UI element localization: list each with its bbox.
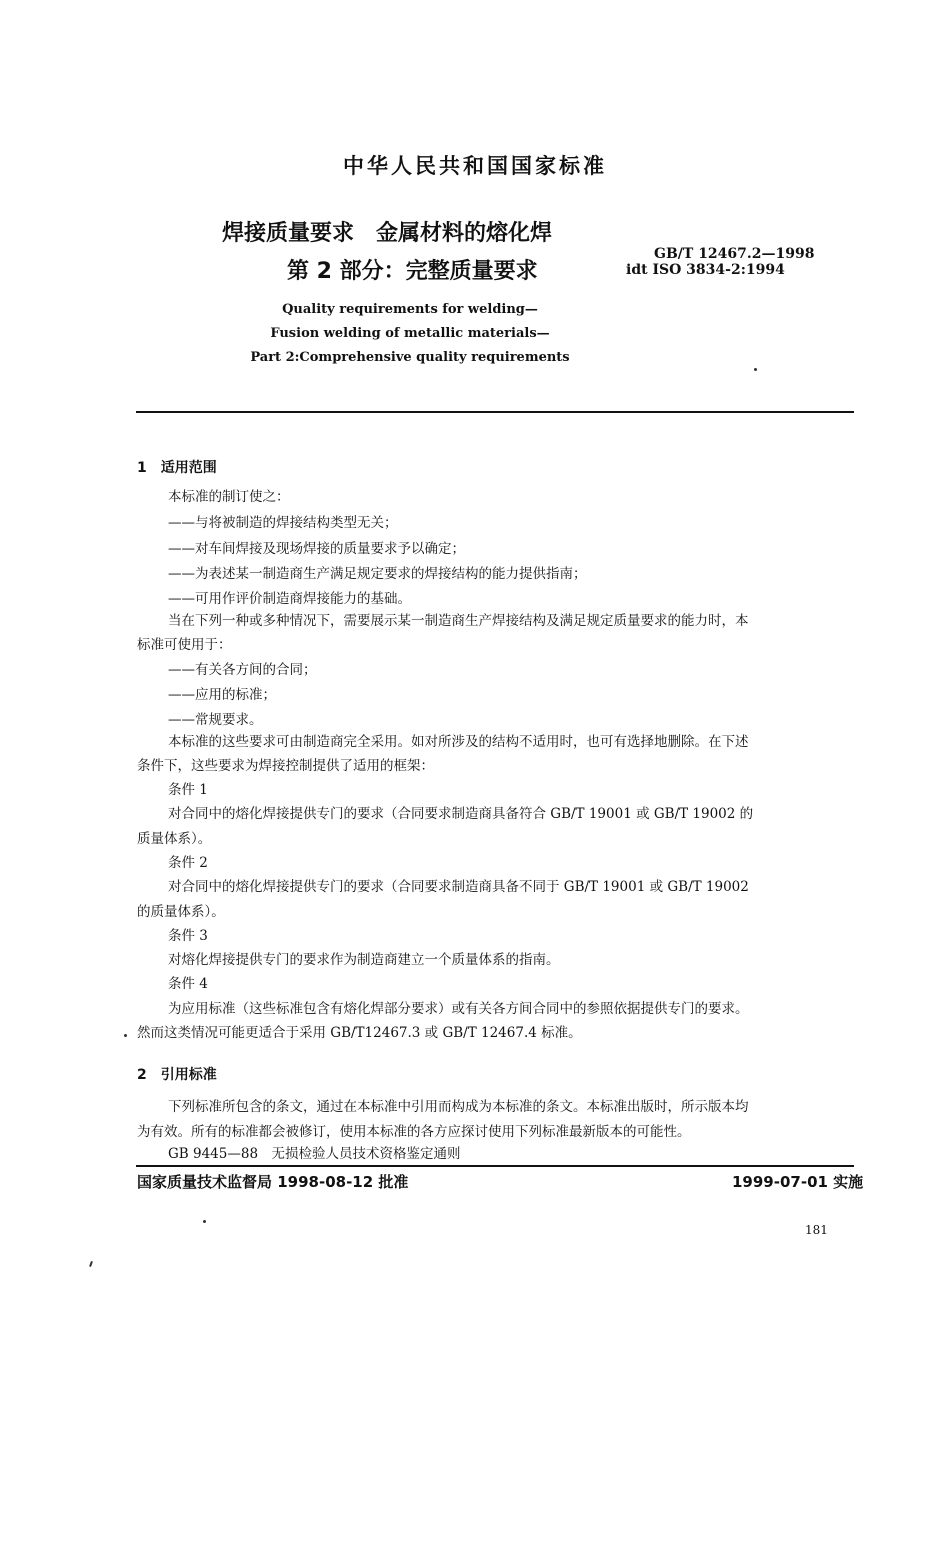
list-item: ——对车间焊接及现场焊接的质量要求予以确定； xyxy=(168,541,465,557)
list-item: ——为表述某一制造商生产满足规定要求的焊接结构的能力提供指南； xyxy=(168,566,587,582)
condition-label: 条件 3 xyxy=(168,928,208,944)
national-standard-heading: 中华人民共和国国家标准 xyxy=(343,154,607,178)
standard-number: GB/T 12467.2—1998 xyxy=(654,246,815,262)
paragraph: 本标准的这些要求可由制造商完全采用。如对所涉及的结构不适用时，也可有选择地删除。在下述 xyxy=(168,734,749,750)
scan-speck xyxy=(754,368,757,371)
scan-speck xyxy=(89,1261,93,1267)
paragraph: 为应用标准（这些标准包含有熔化焊部分要求）或有关各方间合同中的参照依据提供专门的要求。 xyxy=(168,1001,749,1017)
paragraph-continuation: 的质量体系）。 xyxy=(137,904,225,920)
paragraph: 对合同中的熔化焊接提供专门的要求（合同要求制造商具备符合 GB/T 19001 或 GB/T 19002 的 xyxy=(168,806,754,822)
scan-speck xyxy=(124,1034,127,1037)
page-number: 181 xyxy=(805,1223,828,1237)
implementation-date: 1999-07-01 实施 xyxy=(732,1173,864,1191)
paragraph-continuation: 为有效。所有的标准都会被修订，使用本标准的各方应探讨使用下列标准最新版本的可能性。 xyxy=(137,1124,691,1140)
list-item: ——可用作评价制造商焊接能力的基础。 xyxy=(168,591,411,607)
english-title-line-2: Fusion welding of metallic materials— xyxy=(270,326,550,341)
referenced-standard: GB 9445—88 无损检验人员技术资格鉴定通则 xyxy=(168,1146,461,1162)
english-title-line-1: Quality requirements for welding— xyxy=(282,302,538,317)
paragraph-continuation: 标准可使用于： xyxy=(137,637,232,653)
condition-label: 条件 1 xyxy=(168,782,208,798)
paragraph: 对合同中的熔化焊接提供专门的要求（合同要求制造商具备不同于 GB/T 19001 或 GB/T 19002 xyxy=(168,879,749,895)
footer-rule xyxy=(136,1165,854,1167)
paragraph: 当在下列一种或多种情况下，需要展示某一制造商生产焊接结构及满足规定质量要求的能力时，本 xyxy=(168,613,749,629)
paragraph-continuation: 质量体系）。 xyxy=(137,831,212,847)
list-item: ——有关各方间的合同； xyxy=(168,662,317,678)
paragraph: 本标准的制订使之： xyxy=(168,489,290,505)
header-rule xyxy=(136,411,854,413)
list-item: ——应用的标准； xyxy=(168,687,276,703)
document-title-line-2: 第 2 部分：完整质量要求 xyxy=(287,259,538,284)
paragraph-continuation: 然而这类情况可能更适合于采用 GB/T12467.3 或 GB/T 12467.4 标准。 xyxy=(137,1025,582,1041)
approval-date: 国家质量技术监督局 1998-08-12 批准 xyxy=(137,1173,409,1191)
document-title-line-1: 焊接质量要求 金属材料的熔化焊 xyxy=(222,221,553,246)
section-2-heading: 2 引用标准 xyxy=(137,1067,217,1083)
english-title-line-3: Part 2:Comprehensive quality requirements xyxy=(250,350,570,365)
list-item: ——常规要求。 xyxy=(168,712,263,728)
section-1-heading: 1 适用范围 xyxy=(137,460,217,476)
list-item: ——与将被制造的焊接结构类型无关； xyxy=(168,515,398,531)
paragraph-continuation: 条件下，这些要求为焊接控制提供了适用的框架： xyxy=(137,758,434,774)
scan-speck xyxy=(203,1220,206,1223)
condition-label: 条件 4 xyxy=(168,976,208,992)
paragraph: 对熔化焊接提供专门的要求作为制造商建立一个质量体系的指南。 xyxy=(168,952,560,968)
condition-label: 条件 2 xyxy=(168,855,208,871)
paragraph: 下列标准所包含的条文，通过在本标准中引用而构成为本标准的条文。本标准出版时，所示版本均 xyxy=(168,1099,749,1115)
idt-number: idt ISO 3834-2:1994 xyxy=(626,262,785,278)
